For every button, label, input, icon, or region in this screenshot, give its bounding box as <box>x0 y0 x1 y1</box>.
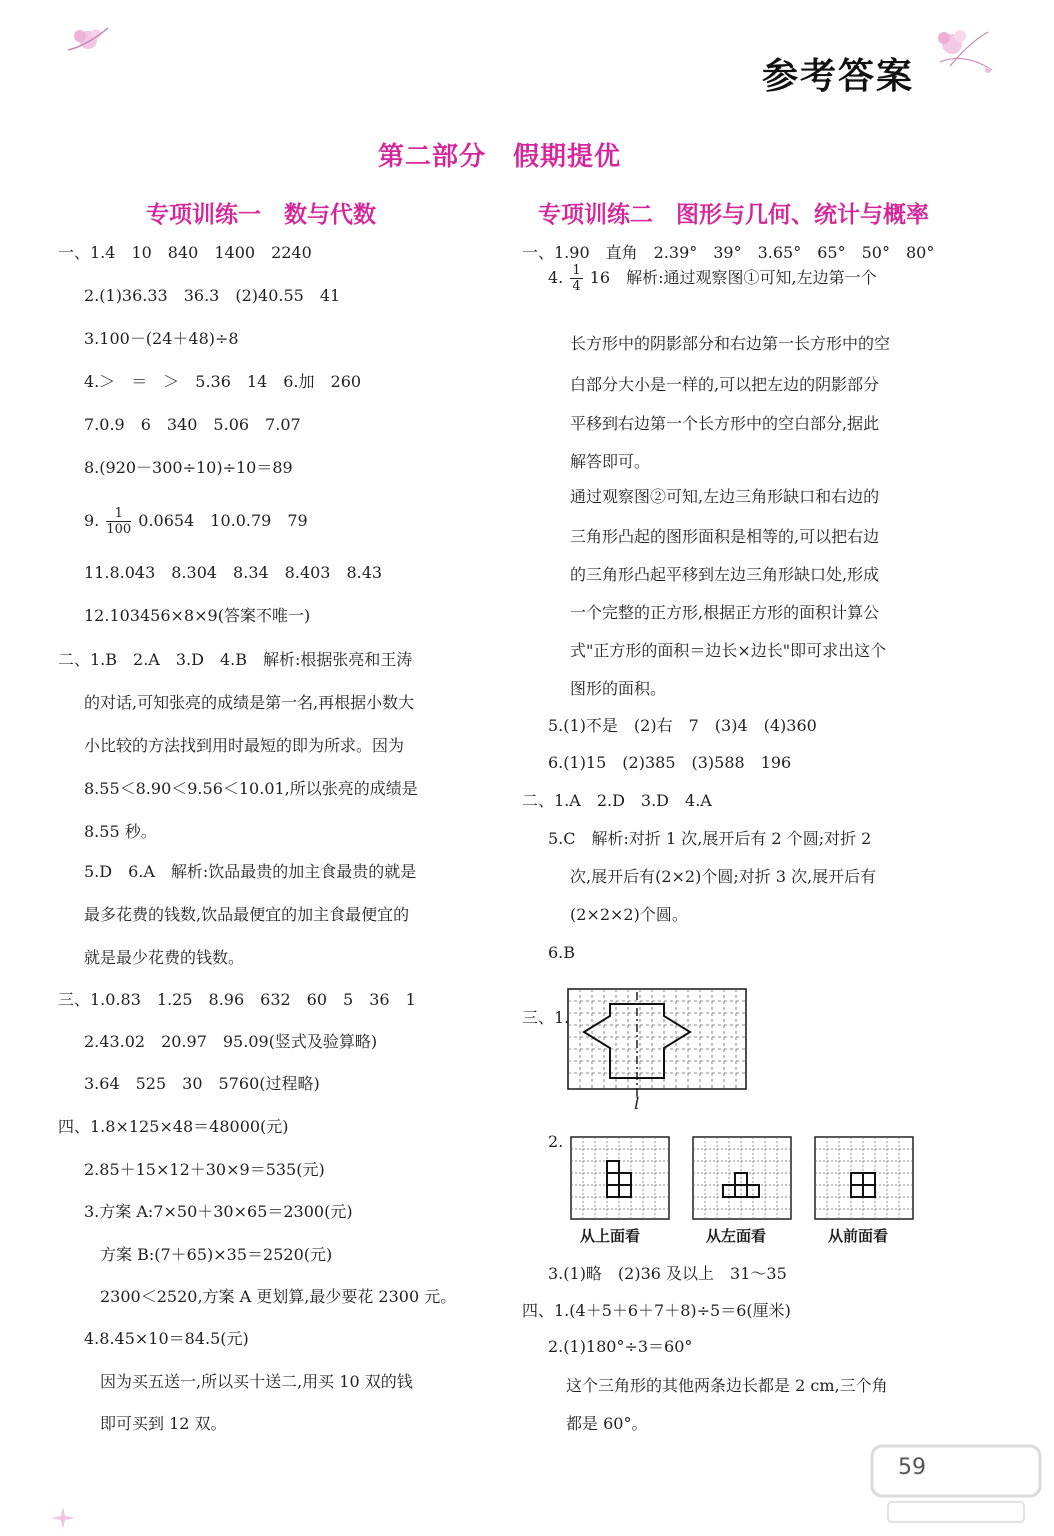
page-number: 59 <box>898 1455 926 1480</box>
left-section-title: 专项训练一 数与代数 <box>146 201 376 228</box>
left-line: 2300＜2520,方案 A 更划算,最少要花 2300 元。 <box>100 1287 457 1306</box>
left-line: 四、1.8×125×48＝48000(元) <box>58 1117 289 1136</box>
left-line: 小比较的方法找到用时最短的即为所求。因为 <box>84 736 405 755</box>
fraction-numerator: 1 <box>106 506 131 522</box>
right-line: 三、1. <box>522 1008 570 1027</box>
left-line: 2.(1)36.33 36.3 (2)40.55 41 <box>84 286 341 305</box>
right-line: 通过观察图②可知,左边三角形缺口和右边的 <box>570 487 880 506</box>
right-line: 5.(1)不是 (2)右 7 (3)4 (4)360 <box>548 716 817 735</box>
right-line: 5.C 解析:对折 1 次,展开后有 2 个圆;对折 2 <box>548 829 872 848</box>
left-line: 因为买五送一,所以买十送二,用买 10 双的钱 <box>100 1372 413 1391</box>
left-line: 7.0.9 6 340 5.06 7.07 <box>84 415 301 434</box>
right-line-q4 <box>548 260 877 296</box>
left-line: 8.55 秒。 <box>84 822 157 841</box>
right-line: 式"正方形的面积＝边长×边长"即可求出这个 <box>570 641 887 660</box>
caption-front-view: 从前面看 <box>828 1227 889 1245</box>
left-line: 3.方案 A:7×50＋30×65＝2300(元) <box>84 1202 353 1221</box>
top-view-figure <box>570 1136 672 1222</box>
right-line: 四、1.(4＋5＋6＋7＋8)÷5＝6(厘米) <box>522 1301 791 1320</box>
left-line: 4.8.45×10＝84.5(元) <box>84 1329 249 1348</box>
right-section-title: 专项训练二 图形与几何、统计与概率 <box>538 201 929 228</box>
left-line: 一、1.4 10 840 1400 2240 <box>58 243 312 262</box>
left-line: 二、1.B 2.A 3.D 4.B 解析:根据张亮和王涛 <box>58 650 413 669</box>
front-view-figure <box>814 1136 916 1222</box>
left-line: 8.(920－300÷10)÷10＝89 <box>84 458 293 477</box>
right-line: 6.(1)15 (2)385 (3)588 196 <box>548 753 792 772</box>
caption-top-view: 从上面看 <box>580 1227 641 1245</box>
flower-decoration-top-left-icon <box>60 20 120 60</box>
fraction <box>106 506 131 537</box>
right-line: 这个三角形的其他两条边长都是 2 cm,三个角 <box>566 1376 888 1395</box>
fraction <box>570 263 582 294</box>
fraction-denominator: 100 <box>106 522 132 537</box>
right-line: 6.B <box>548 943 576 962</box>
part-title: 第二部分 假期提优 <box>378 142 622 172</box>
caption-left-view: 从左面看 <box>706 1227 767 1245</box>
left-view-figure <box>692 1136 794 1222</box>
left-line-q9 <box>84 503 308 539</box>
left-line: 最多花费的钱数,饮品最便宜的加主食最便宜的 <box>84 905 410 924</box>
left-line: 2.85＋15×12＋30×9＝535(元) <box>84 1160 325 1179</box>
page-header-title: 参考答案 <box>762 56 915 97</box>
right-line: 一个完整的正方形,根据正方形的面积计算公 <box>570 603 880 622</box>
flower-decoration-bottom-left-icon <box>48 1505 78 1531</box>
q9-label: 9. <box>84 511 100 530</box>
q9-rest: 0.0654 10.0.79 79 <box>138 511 308 530</box>
right-line: 长方形中的阴影部分和右边第一长方形中的空 <box>570 334 891 353</box>
symmetry-figure <box>567 988 749 1100</box>
right-line: 都是 60°。 <box>566 1414 648 1433</box>
q4-label: 4. <box>548 268 564 287</box>
left-line: 3.100－(24＋48)÷8 <box>84 329 239 348</box>
left-line: 即可买到 12 双。 <box>100 1414 227 1433</box>
fraction-numerator: 1 <box>572 263 581 278</box>
right-line: 一、1.90 直角 2.39° 39° 3.65° 65° 50° 80° <box>522 243 935 262</box>
left-line: 12.103456×8×9(答案不唯一) <box>84 606 311 625</box>
left-line: 方案 B:(7＋65)×35＝2520(元) <box>100 1245 333 1264</box>
left-line: 11.8.043 8.304 8.34 8.403 8.43 <box>84 563 383 582</box>
left-line: 2.43.02 20.97 95.09(竖式及验算略) <box>84 1032 378 1051</box>
symmetry-axis-label: l <box>634 1094 640 1114</box>
right-line: 2.(1)180°÷3＝60° <box>548 1337 693 1356</box>
left-line: 3.64 525 30 5760(过程略) <box>84 1074 320 1093</box>
left-line: 就是最少花费的钱数。 <box>84 948 245 967</box>
right-line: 白部分大小是一样的,可以把左边的阴影部分 <box>570 375 880 394</box>
left-line: 4.＞ ＝ ＞ 5.36 14 6.加 260 <box>84 372 362 391</box>
right-line: 图形的面积。 <box>570 679 667 698</box>
right-line: (2×2×2)个圆。 <box>570 905 688 924</box>
fraction-denominator: 4 <box>572 279 581 294</box>
right-line: 二、1.A 2.D 3.D 4.A <box>522 791 712 810</box>
q4-rest: 16 解析:通过观察图①可知,左边第一个 <box>589 268 877 287</box>
left-line: 三、1.0.83 1.25 8.96 632 60 5 36 1 <box>58 990 416 1009</box>
left-line: 8.55＜8.90＜9.56＜10.01,所以张亮的成绩是 <box>84 779 418 798</box>
left-line: 5.D 6.A 解析:饮品最贵的加主食最贵的就是 <box>84 862 417 881</box>
right-line: 三角形凸起的图形面积是相等的,可以把右边 <box>570 527 880 546</box>
right-line: 解答即可。 <box>570 452 651 471</box>
right-line: 2. <box>548 1132 564 1151</box>
right-line: 3.(1)略 (2)36 及以上 31～35 <box>548 1264 787 1283</box>
right-line: 平移到右边第一个长方形中的空白部分,据此 <box>570 414 880 433</box>
flower-decoration-top-right-icon <box>930 22 1000 82</box>
watermark-logo-icon <box>868 1440 1044 1528</box>
right-line: 的三角形凸起平移到左边三角形缺口处,形成 <box>570 565 880 584</box>
left-line: 的对话,可知张亮的成绩是第一名,再根据小数大 <box>84 693 415 712</box>
right-line: 次,展开后有(2×2)个圆;对折 3 次,展开后有 <box>570 867 877 886</box>
